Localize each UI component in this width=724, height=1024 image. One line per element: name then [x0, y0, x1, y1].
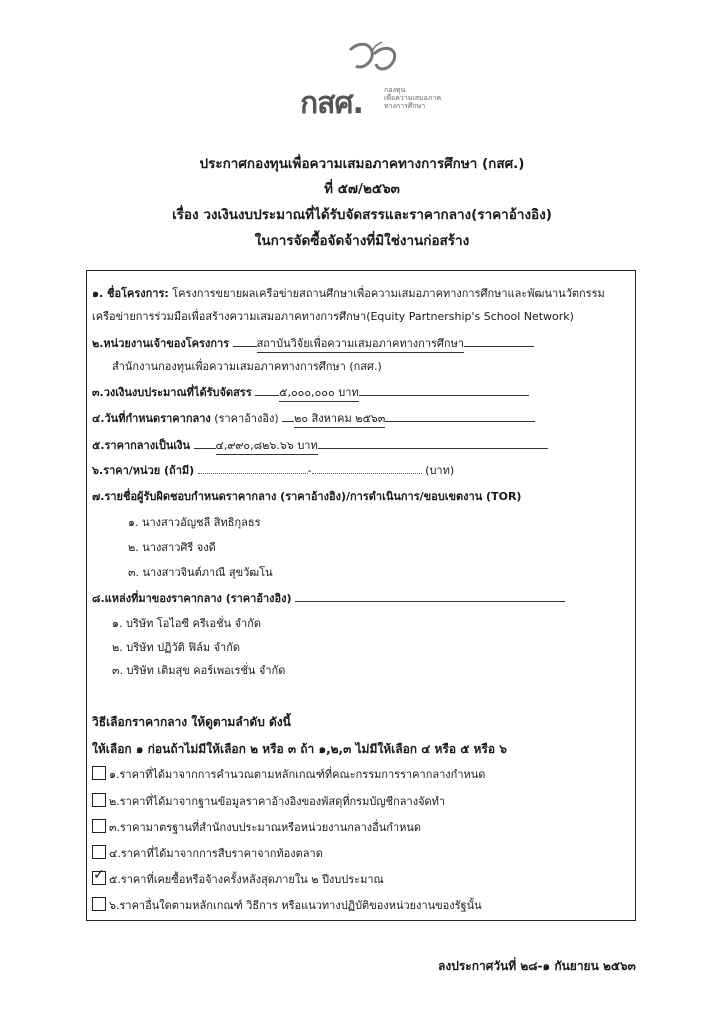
source-3: ๓. บริษัท เติมสุข คอร์เพอเรชั่น จำกัด	[112, 664, 286, 677]
budget-value: ๕,๐๐๐,๐๐๐ บาท	[279, 383, 359, 402]
option-3-checkbox[interactable]	[92, 819, 106, 833]
announcement-subject-2: ในการจัดซื้อจัดจ้างที่มิใช่งานก่อสร้าง	[254, 233, 470, 249]
committee-member-1: ๑. นางสาวอัญชลี สิทธิกุลธร	[128, 516, 261, 529]
announcement-title: ประกาศกองทุนเพื่อความเสมอภาคทางการศึกษา (กสศ.)	[199, 156, 525, 172]
option-6	[92, 896, 482, 914]
unit-price-row	[92, 461, 454, 479]
owner-label: ๒.หน่วยงานเจ้าของโครงการ	[92, 337, 230, 350]
price-value: ๔,๙๙๐,๘๒๖.๖๖ บาท	[216, 436, 318, 455]
project-value-2: เครือข่ายการร่วมมือเพื่อสร้างความเสมอภาคทางการศึกษา(Equity Partnership's School Network)	[92, 310, 574, 323]
option-5-label: ๕.ราคาที่เคยซื้อหรือจ้างครั้งหลังสุดภายใน ๒ ปีงบประมาณ	[109, 873, 384, 886]
unit-price-label: ๖.ราคา/หน่วย (ถ้ามี)	[92, 464, 195, 477]
budget-row	[92, 383, 529, 402]
budget-label: ๓.วงเงินงบประมาณที่ได้รับจัดสรร	[92, 386, 252, 399]
source-2: ๒. บริษัท ปฏิวัติ ฟิล์ม จำกัด	[112, 641, 241, 654]
option-1	[92, 765, 485, 783]
committee-member-2: ๒. นางสาวศิรี จงดี	[128, 541, 216, 554]
project-value: โครงการขยายผลเครือข่ายสถานศึกษาเพื่อความเสมอภาคทางการศึกษาและพัฒนานวัตกรรม	[172, 287, 605, 300]
option-5	[92, 870, 384, 888]
price-label: ๕.ราคากลางเป็นเงิน	[92, 439, 190, 452]
project-row	[92, 284, 605, 302]
source-label: ๘.แหล่งที่มาของราคากลาง (ราคาอ้างอิง)	[92, 592, 292, 605]
method-instruction: ให้เลือก ๑ ก่อนถ้าไม่มีให้เลือก ๒ หรือ ๓ ถ้า ๑,๒,๓ ไม่มีให้เลือก ๔ หรือ ๕ หรือ ๖	[92, 742, 507, 756]
option-3	[92, 818, 421, 836]
owner-value-2: สำนักงานกองทุนเพื่อความเสมอภาคทางการศึกษา (กสศ.)	[112, 360, 382, 373]
date-label: ๔.วันที่กำหนดราคากลาง	[92, 412, 211, 425]
owner-value: สถาบันวิจัยเพื่อความเสมอภาคทางการศึกษา	[257, 334, 464, 353]
option-4	[92, 844, 323, 862]
option-4-checkbox[interactable]	[92, 845, 106, 859]
option-6-checkbox[interactable]	[92, 897, 106, 911]
source-1: ๑. บริษัท โอไอซี ครีเอชั่น จำกัด	[112, 617, 262, 630]
logo-wordmark: กสศ.	[300, 86, 363, 121]
option-6-label: ๖.ราคาอื่นใดตามหลักเกณฑ์ วิธีการ หรือแนวทางปฏิบัติของหน่วยงานของรัฐนั้น	[109, 899, 482, 912]
option-2-label: ๒.ราคาที่ได้มาจากฐานข้อมูลราคาอ้างอิงของพัสดุที่กรมบัญชีกลางจัดทำ	[109, 795, 446, 808]
date-value: ๒๐ สิงหาคม ๒๕๖๓	[294, 409, 385, 428]
option-2	[92, 792, 445, 810]
logo-subtitle: กองทุน เพื่อความเสมอภาค ทางการศึกษา	[384, 86, 442, 110]
date-row	[92, 409, 535, 428]
unit-price-dash: -	[307, 464, 312, 477]
owner-row	[92, 334, 534, 353]
announcement-subject: เรื่อง วงเงินงบประมาณที่ได้รับจัดสรรและราคากลาง(ราคาอ้างอิง)	[172, 207, 552, 223]
price-row	[92, 436, 548, 455]
date-paren: (ราคาอ้างอิง)	[214, 412, 279, 425]
project-label: ๑. ชื่อโครงการ:	[92, 287, 169, 300]
signature-date: ลงประกาศวันที่ ๒๘-๑ กันยายน ๒๕๖๓	[438, 959, 636, 973]
option-1-label: ๑.ราคาที่ได้มาจากการคำนวณตามหลักเกณฑ์ที่คณะกรรมการราคากลางกำหนด	[109, 768, 486, 781]
committee-member-3: ๓. นางสาวจินต์ภาณี สุขวัฒโน	[128, 566, 273, 579]
option-4-label: ๔.ราคาที่ได้มาจากการสืบราคาจากท้องตลาด	[109, 847, 323, 860]
committee-label: ๗.รายชื่อผู้รับผิดชอบกำหนดราคากลาง (ราคาอ้างอิง)/การดำเนินการ/ขอบเขตงาน (TOR)	[92, 490, 522, 503]
unit-price-suffix: (บาท)	[425, 464, 455, 477]
announcement-number: ที่ ๕๗/๒๕๖๓	[324, 181, 400, 197]
option-3-label: ๓.ราคามาตรฐานที่สำนักงบประมาณหรือหน่วยงานกลางอื่นกำหนด	[109, 821, 422, 834]
option-5-checkbox[interactable]	[92, 871, 106, 885]
option-1-checkbox[interactable]	[92, 766, 106, 780]
option-2-checkbox[interactable]	[92, 793, 106, 807]
source-row	[92, 589, 565, 607]
method-title: วิธีเลือกราคากลาง ให้ดูตามลำดับ ดังนี้	[92, 715, 291, 729]
